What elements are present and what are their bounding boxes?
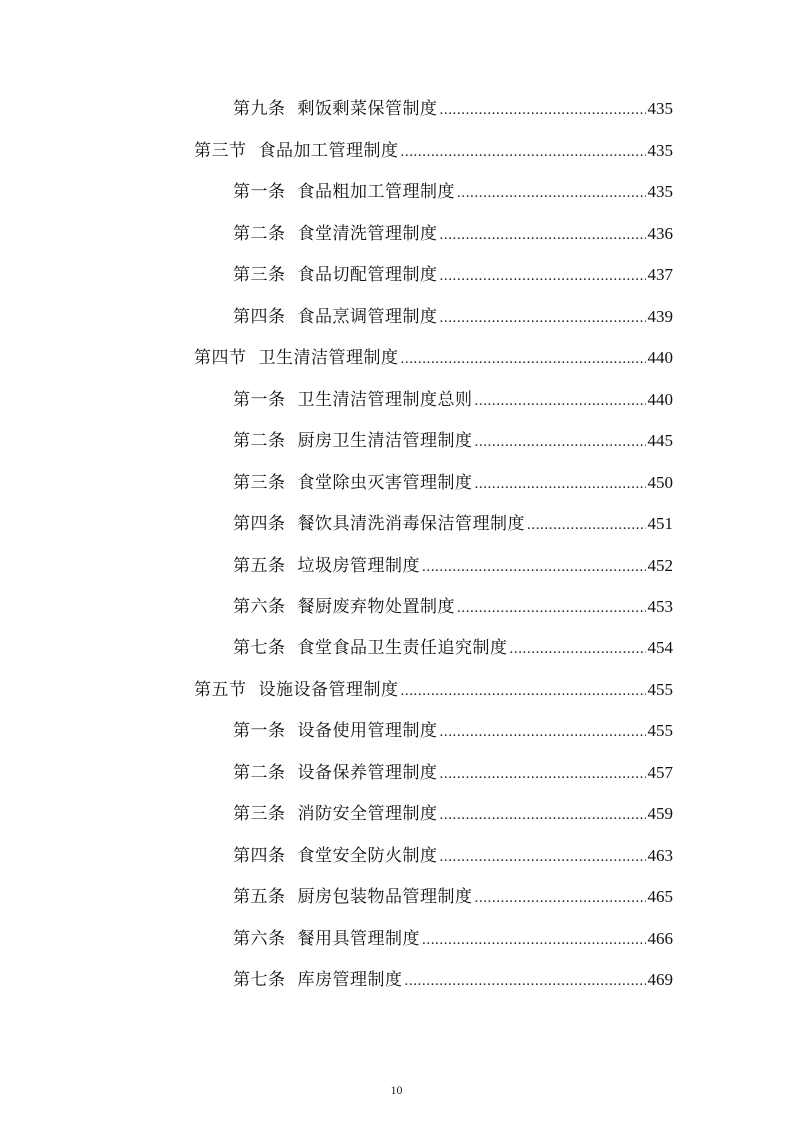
dot-leader: [422, 554, 646, 580]
dot-leader: [401, 346, 646, 372]
page-number: 10: [390, 1083, 403, 1097]
toc-entry-page: 465: [647, 887, 673, 906]
toc-entry-title: 设备使用管理制度: [297, 721, 438, 741]
toc-entry-title: 餐饮具清洗消毒保洁管理制度: [297, 514, 525, 534]
toc-entry-label: 第五节: [194, 680, 247, 700]
toc-entry-page: 445: [647, 431, 673, 450]
toc-entry-page: 435: [647, 182, 673, 201]
toc-entry-label: 第一条: [233, 182, 286, 202]
toc-entry-label: 第六条: [233, 929, 286, 949]
toc-entry-label: 第四条: [233, 846, 286, 866]
toc-entry[interactable]: [233, 801, 673, 827]
toc-entry-page: 437: [647, 265, 673, 284]
dot-leader: [457, 180, 646, 206]
toc-entry[interactable]: [233, 179, 673, 205]
toc-entry-title: 垃圾房管理制度: [297, 556, 420, 576]
dot-leader: [440, 97, 646, 123]
toc-entry-label: 第三条: [233, 804, 286, 824]
toc-entry-page: 455: [647, 680, 673, 699]
dot-leader: [405, 968, 646, 994]
toc-entry-title: 食品加工管理制度: [258, 141, 399, 161]
toc-entry-title: 食品粗加工管理制度: [297, 182, 455, 202]
dot-leader: [440, 719, 646, 745]
toc-entry-label: 第一条: [233, 721, 286, 741]
toc-entry-label: 第七条: [233, 638, 286, 658]
toc-entry-page: 436: [647, 224, 673, 243]
toc-entry[interactable]: [233, 553, 673, 579]
dot-leader: [440, 222, 646, 248]
toc-entry-page: 453: [647, 597, 673, 616]
toc-entry-title: 卫生清洁管理制度总则: [297, 390, 473, 410]
toc-entry[interactable]: [233, 760, 673, 786]
toc-entry-page: 452: [647, 556, 673, 575]
toc-entry-page: 466: [647, 929, 673, 948]
toc-entry[interactable]: [233, 428, 673, 454]
toc-entry-label: 第三条: [233, 473, 286, 493]
toc-entry[interactable]: [233, 926, 673, 952]
toc-entry-label: 第二条: [233, 763, 286, 783]
dot-leader: [401, 139, 646, 165]
toc-section-entry[interactable]: [194, 677, 673, 703]
toc-entry[interactable]: [233, 843, 673, 869]
toc-entry-label: 第二条: [233, 431, 286, 451]
toc-entry-title: 消防安全管理制度: [297, 804, 438, 824]
toc-entry-title: 厨房包装物品管理制度: [297, 887, 473, 907]
toc-entry-title: 餐厨废弃物处置制度: [297, 597, 455, 617]
dot-leader: [440, 263, 646, 289]
toc-entry-page: 454: [647, 638, 673, 657]
toc-entry-label: 第四条: [233, 514, 286, 534]
toc-entry-title: 食堂安全防火制度: [297, 846, 438, 866]
toc-entry-label: 第二条: [233, 224, 286, 244]
toc-entry[interactable]: [233, 262, 673, 288]
toc-entry-label: 第七条: [233, 970, 286, 990]
dot-leader: [475, 885, 646, 911]
toc-entry-page: 451: [647, 514, 673, 533]
toc-entry-page: 457: [647, 763, 673, 782]
toc-entry-title: 食堂食品卫生责任追究制度: [297, 638, 508, 658]
dot-leader: [527, 512, 646, 538]
toc-entry[interactable]: [233, 304, 673, 330]
toc-entry[interactable]: [233, 221, 673, 247]
toc-entry-page: 439: [647, 307, 673, 326]
toc-entry[interactable]: [233, 884, 673, 910]
toc-entry-label: 第一条: [233, 390, 286, 410]
toc-entry-label: 第三条: [233, 265, 286, 285]
toc-entry[interactable]: [233, 718, 673, 744]
toc-entry-page: 463: [647, 846, 673, 865]
toc-entry[interactable]: [233, 470, 673, 496]
dot-leader: [440, 761, 646, 787]
toc-entry-page: 440: [647, 348, 673, 367]
toc-entry-page: 435: [647, 99, 673, 118]
toc-entry[interactable]: [233, 594, 673, 620]
toc-entry[interactable]: [233, 635, 673, 661]
toc-entry-page: 469: [647, 970, 673, 989]
toc-entry-title: 食品切配管理制度: [297, 265, 438, 285]
toc-section-entry[interactable]: [194, 345, 673, 371]
toc-entry[interactable]: [233, 967, 673, 993]
toc-entry-page: 459: [647, 804, 673, 823]
dot-leader: [475, 388, 646, 414]
toc-entry-title: 卫生清洁管理制度: [258, 348, 399, 368]
toc-entry-title: 库房管理制度: [297, 970, 403, 990]
dot-leader: [401, 678, 646, 704]
toc-entry-title: 食堂除虫灭害管理制度: [297, 473, 473, 493]
toc-entry-title: 剩饭剩菜保管制度: [297, 99, 438, 119]
toc-entry-title: 设施设备管理制度: [258, 680, 399, 700]
toc-entry-title: 食堂清洗管理制度: [297, 224, 438, 244]
toc-entry-page: 455: [647, 721, 673, 740]
dot-leader: [440, 844, 646, 870]
dot-leader: [475, 471, 646, 497]
toc-entry-label: 第五条: [233, 556, 286, 576]
toc-entry-title: 厨房卫生清洁管理制度: [297, 431, 473, 451]
toc-entry-title: 餐用具管理制度: [297, 929, 420, 949]
toc-entry-label: 第四节: [194, 348, 247, 368]
toc-entry-title: 设备保养管理制度: [297, 763, 438, 783]
toc-entry-label: 第六条: [233, 597, 286, 617]
toc-entry-label: 第三节: [194, 141, 247, 161]
toc-entry-label: 第五条: [233, 887, 286, 907]
toc-entry[interactable]: [233, 387, 673, 413]
toc-entry[interactable]: [233, 96, 673, 122]
dot-leader: [440, 802, 646, 828]
dot-leader: [475, 429, 646, 455]
dot-leader: [422, 927, 646, 953]
dot-leader: [440, 305, 646, 331]
toc-entry-page: 435: [647, 141, 673, 160]
dot-leader: [457, 595, 646, 621]
toc-entry[interactable]: [233, 511, 673, 537]
toc-entry-page: 450: [647, 473, 673, 492]
toc-section-entry[interactable]: [194, 138, 673, 164]
dot-leader: [510, 636, 646, 662]
toc-entry-title: 食品烹调管理制度: [297, 307, 438, 327]
toc-entry-page: 440: [647, 390, 673, 409]
toc-entry-label: 第四条: [233, 307, 286, 327]
toc-entry-label: 第九条: [233, 99, 286, 119]
